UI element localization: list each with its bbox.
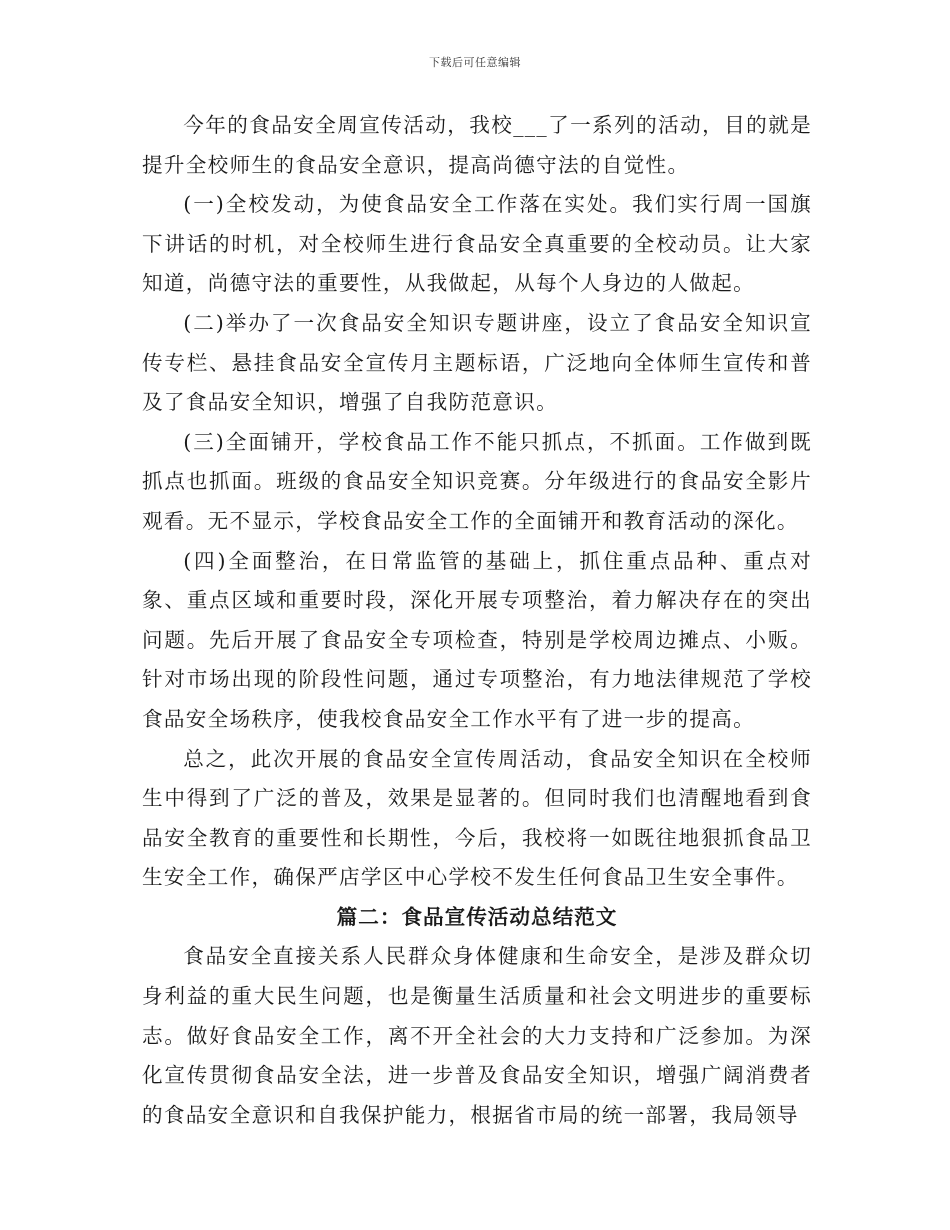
paragraph-intro: 今年的食品安全周宣传活动，我校___了一系列的活动，目的就是提升全校师生的食品安全意识，提高尚德守法的自觉性。 <box>142 113 812 177</box>
section-paragraph-1: 食品安全直接关系人民群众身体健康和生命安全，是涉及群众切身利益的重大民生问题，也是衡量生活质量和社会文明进步的重要标志。做好食品安全工作，离不开全社会的大力支持和广泛参加。为深化宣传贯彻食品安全法，进一步普及食品安全知识，增强广阔消费者的食品安全意识和自我保护能力，根据省市局的统一部署，我局领导 <box>142 944 812 1127</box>
section-title: 篇二：食品宣传活动总结范文 <box>336 904 618 929</box>
paragraph-conclusion: 总之，此次开展的食品安全宣传周活动，食品安全知识在全校师生中得到了广泛的普及，效果是显著的。但同时我们也清醒地看到食品安全教育的重要性和长期性，今后，我校将一如既往地狠抓食品卫生安全工作，确保严店学区中心学校不发生任何食品卫生安全事件。 <box>142 746 812 890</box>
paragraph-item-2: (二)举办了一次食品安全知识专题讲座，设立了食品安全知识宣传专栏、悬挂食品安全宣传月主题标语，广泛地向全体师生宣传和普及了食品安全知识，增强了自我防范意识。 <box>142 310 812 415</box>
page-header: 下载后可任意编辑 <box>429 56 521 69</box>
paragraph-item-3: (三)全面铺开，学校食品工作不能只抓点，不抓面。工作做到既抓点也抓面。班级的食品安全知识竞赛。分年级进行的食品安全影片观看。无不显示，学校食品安全工作的全面铺开和教育活动的深化。 <box>142 429 812 533</box>
document-body <box>142 106 812 1135</box>
paragraph-item-1: (一)全校发动，为使食品安全工作落在实处。我们实行周一国旗下讲话的时机，对全校师生进行食品安全真重要的全校动员。让大家知道，尚德守法的重要性，从我做起，从每个人身边的人做起。 <box>142 192 812 296</box>
paragraph-item-4: (四)全面整治，在日常监管的基础上，抓住重点品种、重点对象、重点区域和重要时段，深化开展专项整治，着力解决存在的突出问题。先后开展了食品安全专项检查，特别是学校周边摊点、小贩。针对市场出现的阶段性问题，通过专项整治，有力地法律规范了学校食品安全场秩序，使我校食品安全工作水平有了进一步的提高。 <box>142 548 812 731</box>
